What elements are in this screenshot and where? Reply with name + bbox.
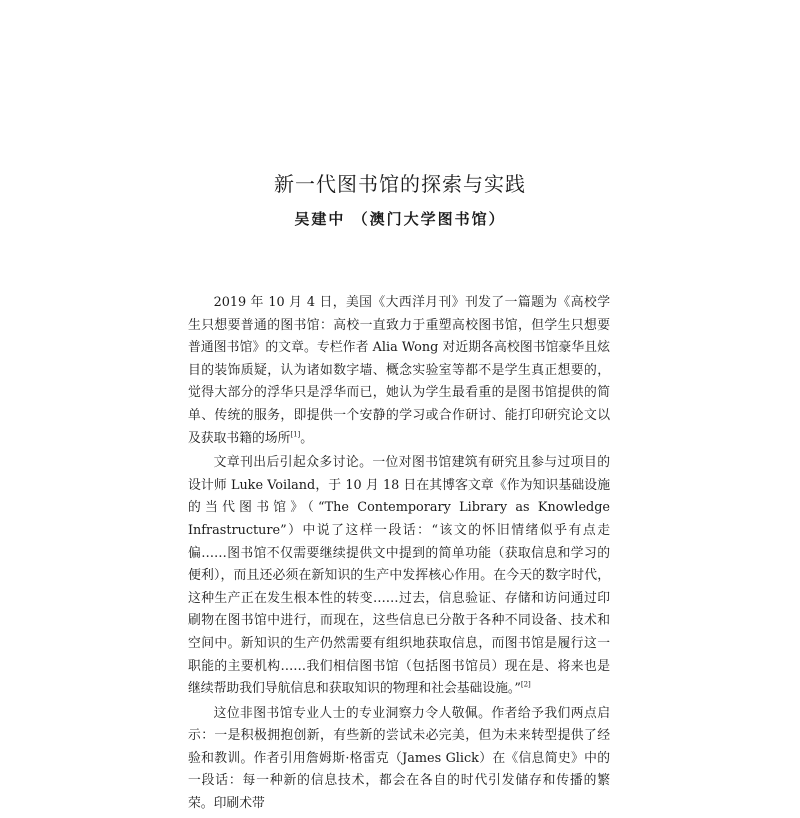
paragraph-3-text: 这位非图书馆专业人士的专业洞察力令人敬佩。作者给予我们两点启示：一是积极拥抱创新，有些新的尝试未必完美，但为未来转型提供了经验和教训。作者引用詹姆斯·格雷克（James Glick）在《信息简史》中的一段话：每一种新的信息技术，都会在各自的时代引发储存和传播的繁荣。印刷术带: [188, 705, 610, 812]
paragraph-1-end: 。: [300, 430, 314, 446]
article-author: 吴建中 （澳门大学图书馆）: [294, 210, 506, 228]
footnote-ref-1[interactable]: [1]: [290, 430, 301, 439]
footnote-ref-2[interactable]: [2]: [520, 680, 531, 689]
article-title: 新一代图书馆的探索与实践: [274, 172, 526, 197]
article-body: [188, 292, 610, 818]
paragraph-2: [188, 452, 610, 701]
paragraph-3: [188, 703, 610, 816]
paragraph-2-text: 文章刊出后引起众多讨论。一位对图书馆建筑有研究且参与过项目的设计师 Luke Voiland，于 10 月 18 日在其博客文章《作为知识基础设施的当代图书馆》（“The Contemporary Library as Knowledge Infrastructure”）中说了这样一段话：“该文的怀旧情绪似乎有点走偏……图书馆不仅需要继续提供文中提到的简单功能（获取信息和学习的便利），而且还必须在新知识的生产中发挥核心作用。在今天的数字时代，这种生产正在发生根本性的转变……过去，信息验证、存储和访问通过印刷物在图书馆中进行，而现在，这些信息已分散于各种不同设备、技术和空间中。新知识的生产仍然需要有组织地获取信息，而图书馆是履行这一职能的主要机构……我们相信图书馆（包括图书馆员）现在是、将来也是继续帮助我们导航信息和获取知识的物理和社会基础设施。”: [188, 455, 610, 697]
paragraph-1: [188, 292, 610, 450]
paragraph-1-text: 2019 年 10 月 4 日，美国《大西洋月刊》刊发了一篇题为《高校学生只想要普通的图书馆：高校一直致力于重塑高校图书馆，但学生只想要普通图书馆》的文章。专栏作者 Alia Wong 对近期各高校图书馆豪华且炫目的装饰质疑，认为诸如数字墙、概念实验室等都不是学生真正想要的，觉得大部分的浮华只是浮华而已，她认为学生最看重的是图书馆提供的简单、传统的服务，即提供一个安静的学习或合作研讨、能打印研究论文以及获取书籍的场所: [188, 295, 610, 446]
